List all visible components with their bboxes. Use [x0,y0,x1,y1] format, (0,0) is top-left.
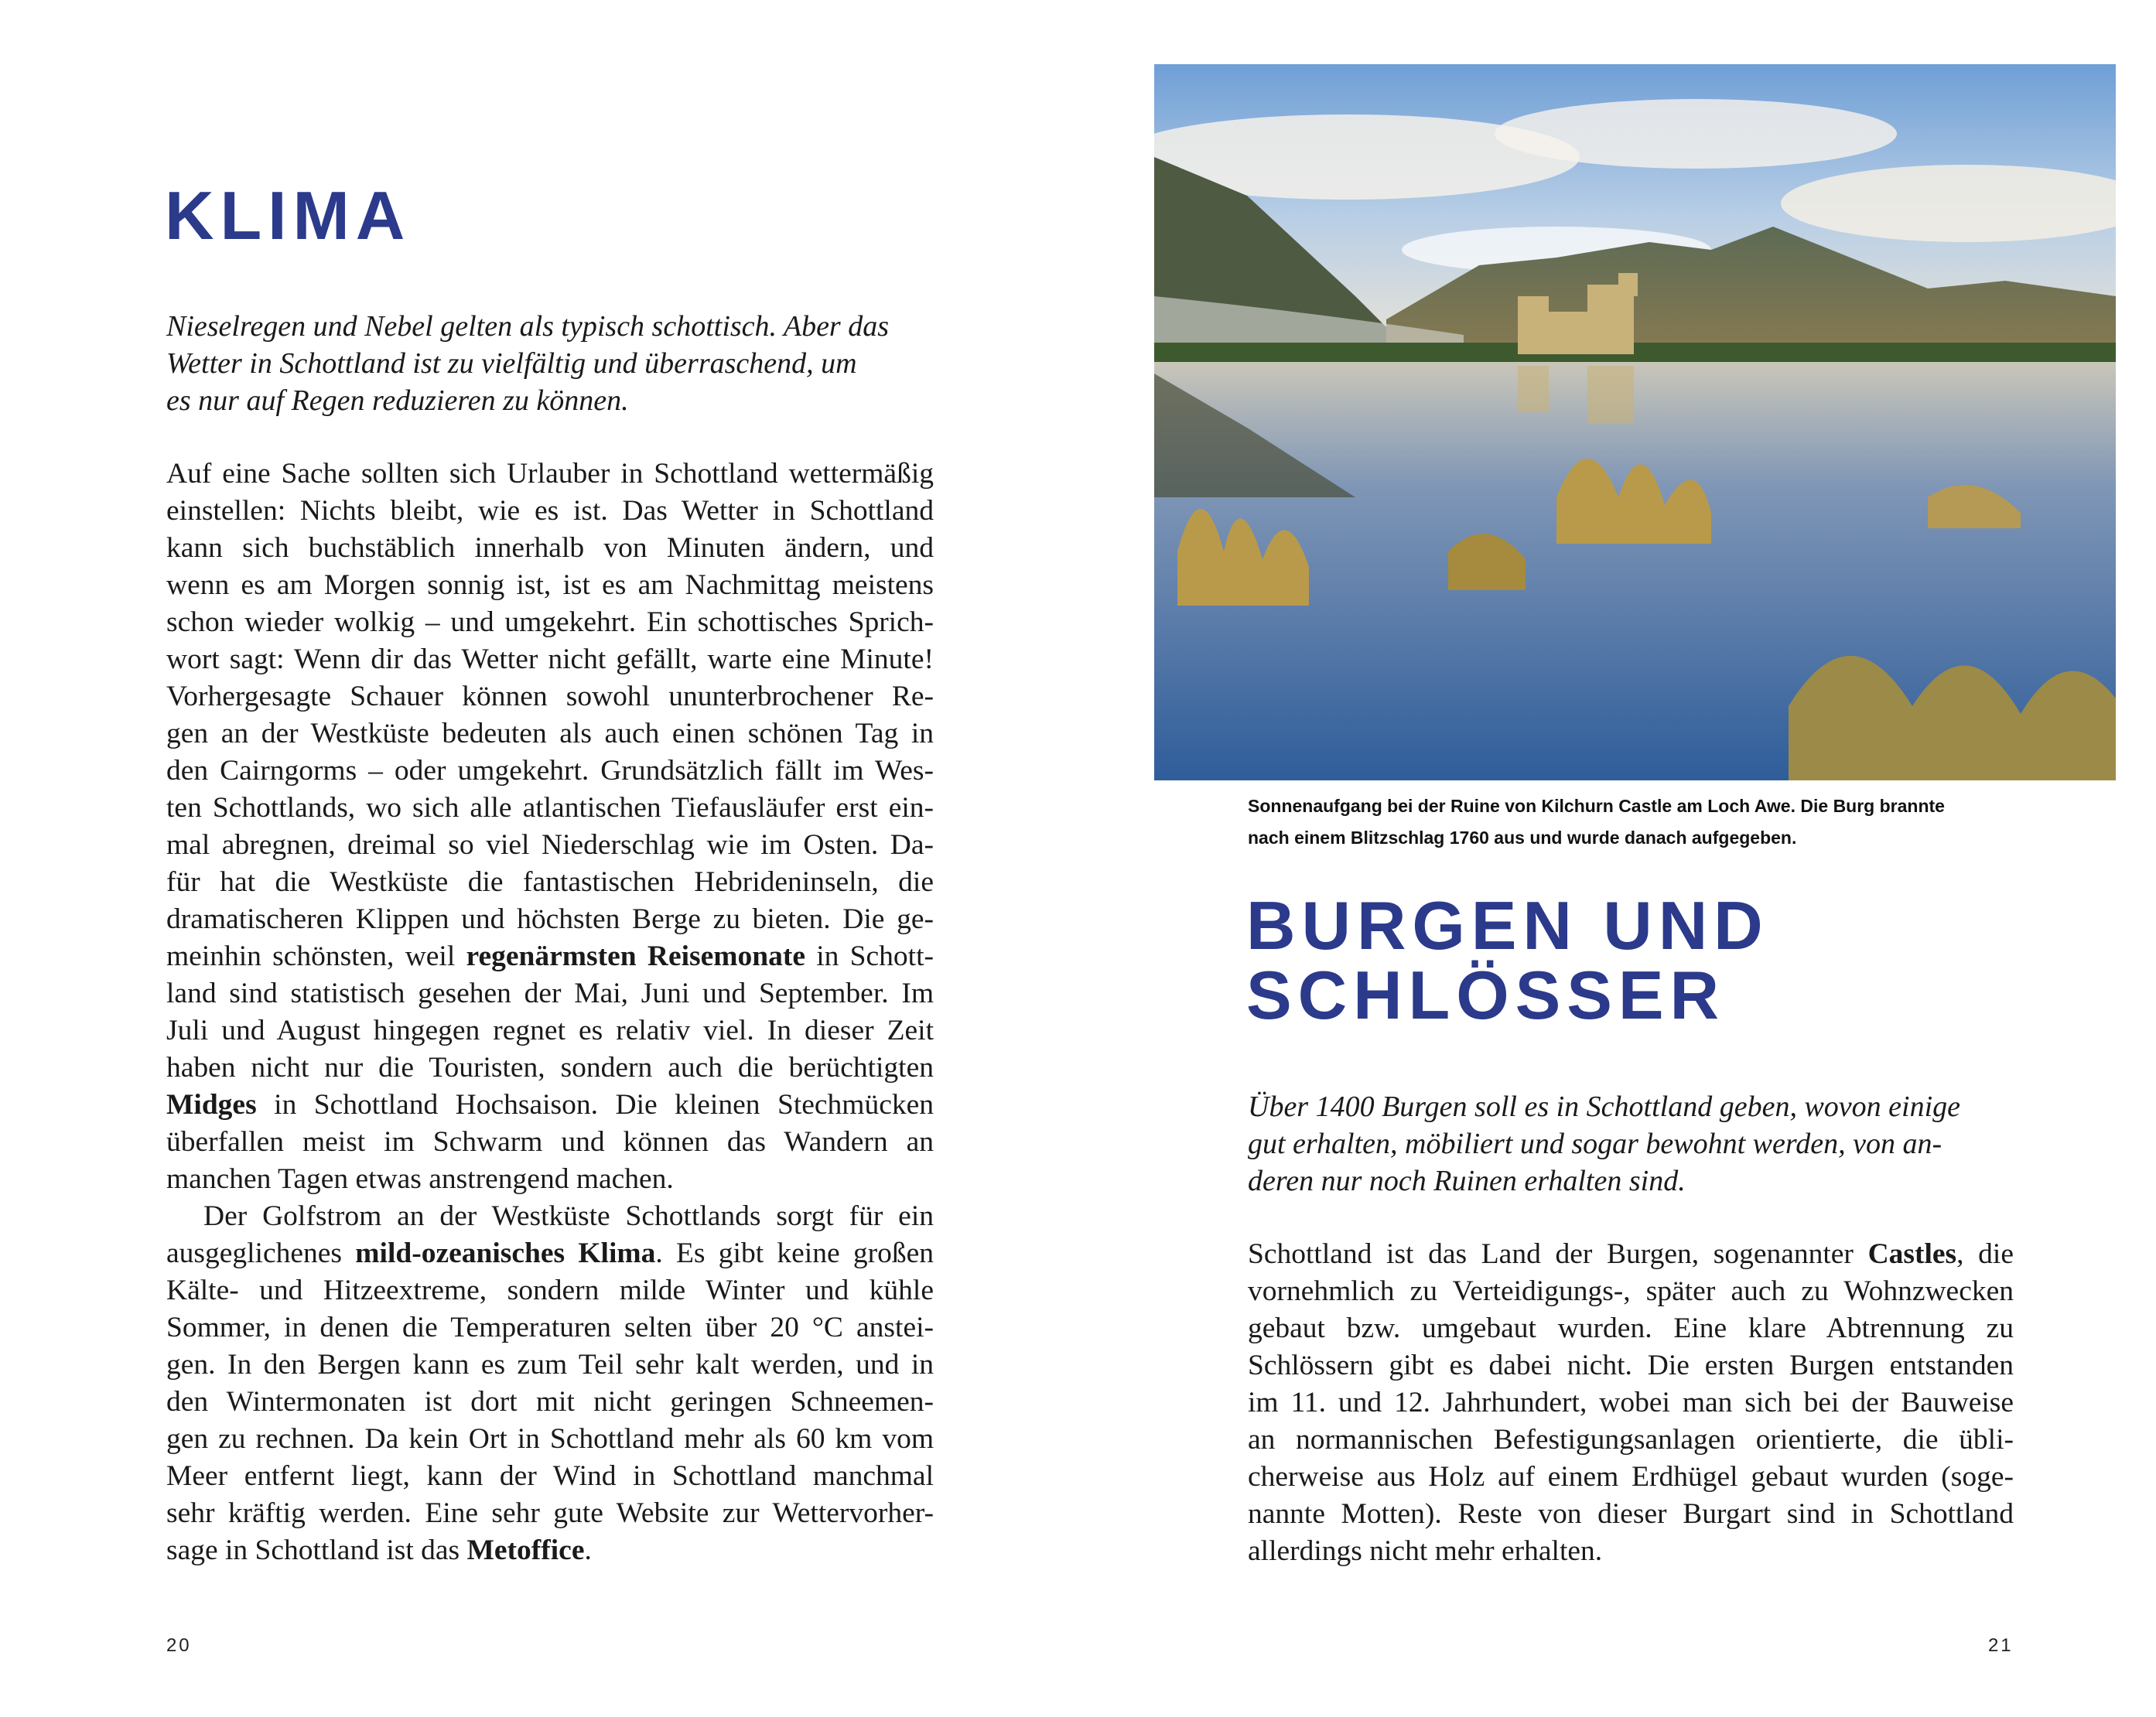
section-heading-klima: KLIMA [165,177,412,254]
text-segment: , die [1956,1238,2014,1270]
castle-photo [1154,64,2116,780]
text-segment: sage in Schottland ist das [166,1534,467,1566]
body-line: einstellen: Nichts bleibt, wie es ist. Das Wetter in Schottland [166,495,934,527]
text-segment: . Es gibt keine großen [655,1237,934,1269]
body-line: mal abregnen, dreimal so viel Niederschlag wie im Osten. Da- [166,829,934,861]
body-line: gen. In den Bergen kann es zum Teil sehr kalt werden, und in [166,1349,934,1381]
intro-line: es nur auf Regen reduzieren zu können. [166,384,629,417]
text-segment: . [584,1534,592,1566]
body-line: Vorhergesagte Schauer können sowohl ununterbrochener Re- [166,681,934,712]
heading-line: SCHLÖSSER [1246,957,1725,1033]
page-number-left: 20 [166,1635,192,1656]
body-line: den Cairngorms – oder umgekehrt. Grundsätzlich fällt im Wes- [166,755,934,787]
body-line: Meer entfernt liegt, kann der Wind in Schottland manchmal [166,1460,934,1492]
intro-line: deren nur noch Ruinen erhalten sind. [1248,1165,1686,1197]
bold-term: mild-ozeanisches Klima [355,1237,656,1269]
intro-line: gut erhalten, möbiliert und sogar bewohnt werden, von an- [1248,1128,1942,1160]
bold-term: Midges [166,1089,257,1121]
body-line: wort sagt: Wenn dir das Wetter nicht gefällt, warte eine Minute! [166,643,934,675]
bold-term: regenärmsten Reisemonate [466,940,805,972]
text-segment: meinhin schönsten, weil [166,940,466,972]
burgen-body-text [1248,1236,2014,1570]
burgen-intro [1248,1088,2021,1200]
text-segment: ausgeglichenes [166,1237,356,1269]
body-line: gen an der Westküste bedeuten als auch einen schönen Tag in [166,718,934,749]
body-line: haben nicht nur die Touristen, sondern auch die berüchtigten [166,1052,934,1084]
body-line: nannte Motten). Reste von dieser Burgart sind in Schottland [1248,1498,2014,1530]
body-line [1248,1236,2014,1273]
body-line: Kälte- und Hitzeextreme, sondern milde Winter und kühle [166,1275,934,1306]
body-line: Juli und August hingegen regnet es relativ viel. In dieser Zeit [166,1015,934,1046]
body-line: cherweise aus Holz auf einem Erdhügel gebaut wurden (soge- [1248,1461,2014,1493]
bold-term: Castles [1867,1238,1957,1270]
caption-line: Sonnenaufgang bei der Ruine von Kilchurn Castle am Loch Awe. Die Burg brannte [1248,796,1945,816]
body-line: ten Schottlands, wo sich alle atlantischen Tiefausläufer erst ein- [166,792,934,824]
photo-caption [1248,790,1945,854]
body-line: Sommer, in denen die Temperaturen selten über 20 °C anstei- [166,1312,934,1343]
body-line: vornehmlich zu Verteidigungs-, später auch zu Wohnzwecken [1248,1275,2014,1307]
text-segment: in Schottland Hochsaison. Die kleinen Stechmücken [256,1089,934,1121]
caption-line: nach einem Blitzschlag 1760 aus und wurde danach aufgegeben. [1248,828,1797,848]
bold-term: Metoffice [466,1534,585,1566]
intro-line: Über 1400 Burgen soll es in Schottland geben, wovon einige [1248,1091,1960,1123]
body-line: gebaut bzw. umgebaut wurden. Eine klare Abtrennung zu [1248,1312,2014,1344]
body-line [166,1235,934,1272]
intro-line: Nieselregen und Nebel gelten als typisch schottisch. Aber das [166,310,890,343]
text-segment: in Schott- [805,940,934,972]
body-line: manchen Tagen etwas anstrengend machen. [166,1163,674,1195]
klima-intro [166,308,940,419]
body-line: im 11. und 12. Jahrhundert, wobei man sich bei der Bauweise [1248,1387,2014,1418]
heading-line: BURGEN UND [1246,887,1769,964]
body-line [166,1532,934,1569]
body-line: allerdings nicht mehr erhalten. [1248,1535,1603,1567]
section-heading-burgen [1246,887,1769,1033]
klima-body-text [166,456,934,1569]
text-segment: Schottland ist das Land der Burgen, sogenannter [1248,1238,1868,1270]
body-line: an normannischen Befestigungsanlagen orientierte, die übli- [1248,1424,2014,1456]
body-line: gen zu rechnen. Da kein Ort in Schottland mehr als 60 km vom [166,1423,934,1455]
body-line: Der Golfstrom an der Westküste Schottlands sorgt für ein [203,1200,934,1232]
body-line: wenn es am Morgen sonnig ist, ist es am Nachmittag meistens [166,569,934,601]
intro-line: Wetter in Schottland ist zu vielfältig und überraschend, um [166,347,857,380]
body-line: schon wieder wolkig – und umgekehrt. Ein schottisches Sprich- [166,606,934,638]
body-line: überfallen meist im Schwarm und können das Wandern an [166,1126,934,1158]
body-line: dramatischeren Klippen und höchsten Berge zu bieten. Die ge- [166,903,934,935]
body-line: Auf eine Sache sollten sich Urlauber in Schottland wettermäßig [166,458,934,490]
body-line [166,1087,934,1124]
body-line: den Wintermonaten ist dort mit nicht geringen Schneemen- [166,1386,934,1418]
body-line: für hat die Westküste die fantastischen Hebrideninseln, die [166,866,934,898]
body-line [166,938,934,975]
body-line: Schlössern gibt es dabei nicht. Die ersten Burgen entstanden [1248,1350,2014,1381]
body-line: kann sich buchstäblich innerhalb von Minuten ändern, und [166,532,934,564]
body-line: land sind statistisch gesehen der Mai, Juni und September. Im [166,978,934,1009]
page-number-right: 21 [1988,1635,2014,1656]
body-line: sehr kräftig werden. Eine sehr gute Website zur Wettervorher- [166,1497,934,1529]
kilchurn-castle-landscape-image [1154,64,2116,780]
